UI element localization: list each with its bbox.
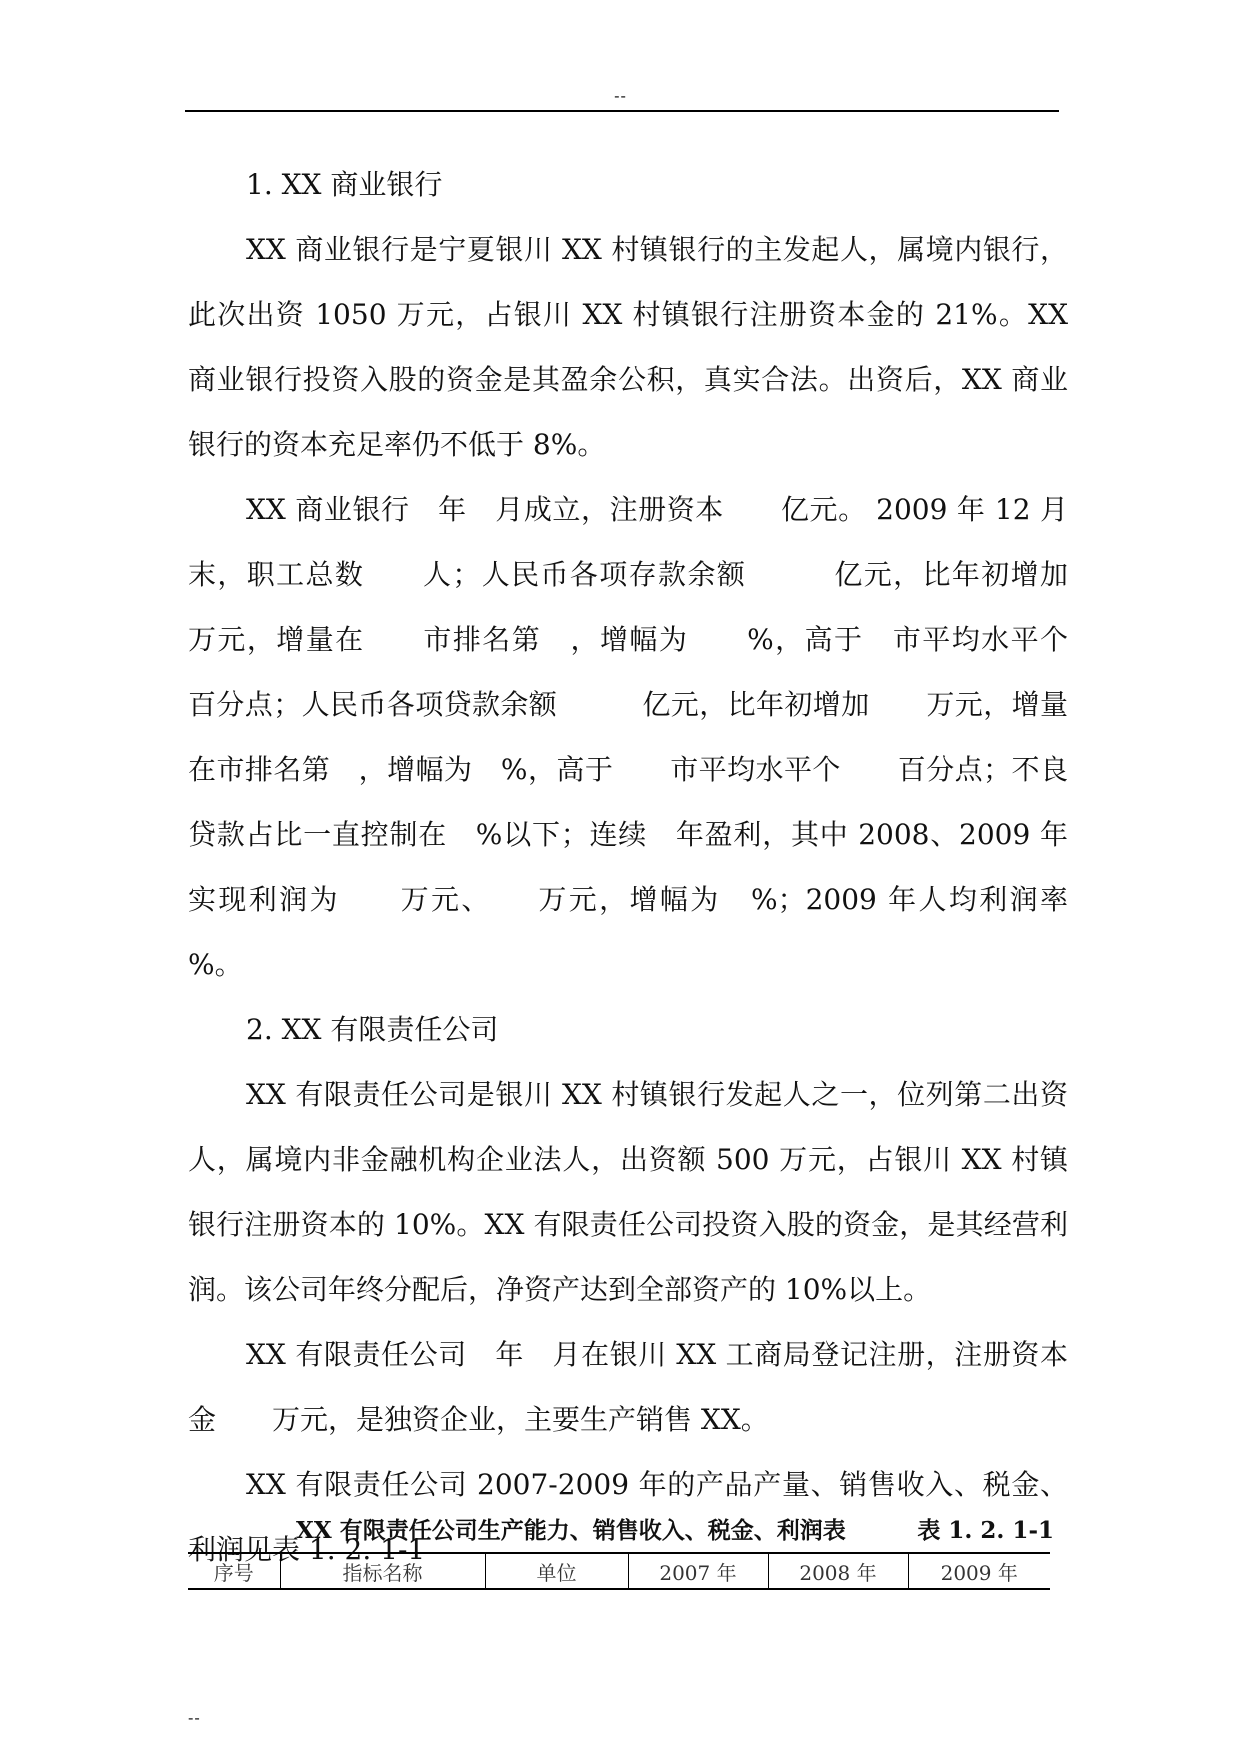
- header-cell-index: 序号: [213, 1560, 254, 1585]
- table-title: XX 有限责任公司生产能力、销售收入、税金、利润表: [296, 1517, 846, 1544]
- document-body: [188, 152, 1153, 1582]
- header-cell-2007: 2007 年: [628, 1553, 768, 1589]
- data-table: [188, 1552, 1050, 1590]
- table-header-row: [188, 1553, 1050, 1589]
- paragraph-bank-overview: XX 商业银行是宁夏银川 XX 村镇银行的主发起人，属境内银行，此次出资 1050 万元，占银川 XX 村镇银行注册资本金的 21%。XX 商业银行投资入股的资金是其盈余公积，真实合法。出资后，XX 商业银行的资本充足率仍不低于 8%。: [188, 233, 1068, 461]
- table-number: 表 1. 2. 1-1: [917, 1517, 1054, 1544]
- page-footer-mark: --: [188, 1708, 201, 1727]
- header-cell-indicator: 指标名称: [280, 1553, 485, 1589]
- header-rule: [185, 110, 1059, 112]
- paragraph-company-registration: XX 有限责任公司 年 月在银川 XX 工商局登记注册，注册资本金 万元，是独资企业，主要生产销售 XX。: [188, 1338, 1068, 1436]
- page-header-mark: --: [614, 86, 627, 105]
- header-cell-unit: 单位: [485, 1553, 628, 1589]
- header-cell-2009: 2009 年: [908, 1553, 1050, 1589]
- header-cell-2008: 2008 年: [768, 1553, 908, 1589]
- section-heading-1: 1. XX 商业银行: [246, 168, 443, 201]
- paragraph-company-overview: XX 有限责任公司是银川 XX 村镇银行发起人之一，位列第二出资人，属境内非金融机构企业法人，出资额 500 万元，占银川 XX 村镇银行注册资本的 10%。XX 有限责任公司投资入股的资金，是其经营利润。该公司年终分配后，净资产达到全部资产的 10%以上。: [188, 1078, 1068, 1306]
- section-heading-2: 2. XX 有限责任公司: [246, 1013, 499, 1046]
- paragraph-table-reference: XX 有限责任公司 2007-2009 年的产品产量、销售收入、税金、利润见表 1. 2. 1-1: [188, 1468, 1068, 1566]
- paragraph-bank-details: XX 商业银行 年 月成立，注册资本 亿元。 2009 年 12 月末，职工总数 人；人民币各项存款余额 亿元，比年初增加 万元，增量在 市排名第 ，增幅为 %，高于 市平均水平个 百分点；人民币各项贷款余额 亿元，比年初增加 万元，增量在市排名第 ，增幅为 %，高于 市平均水平个 百分点；不良贷款占比一直控制在 %以下；连续 年盈利，其中 2008、2009 年实现利润为 万元、 万元，增幅为 %；2009 年人均利润率 %。: [188, 493, 1153, 981]
